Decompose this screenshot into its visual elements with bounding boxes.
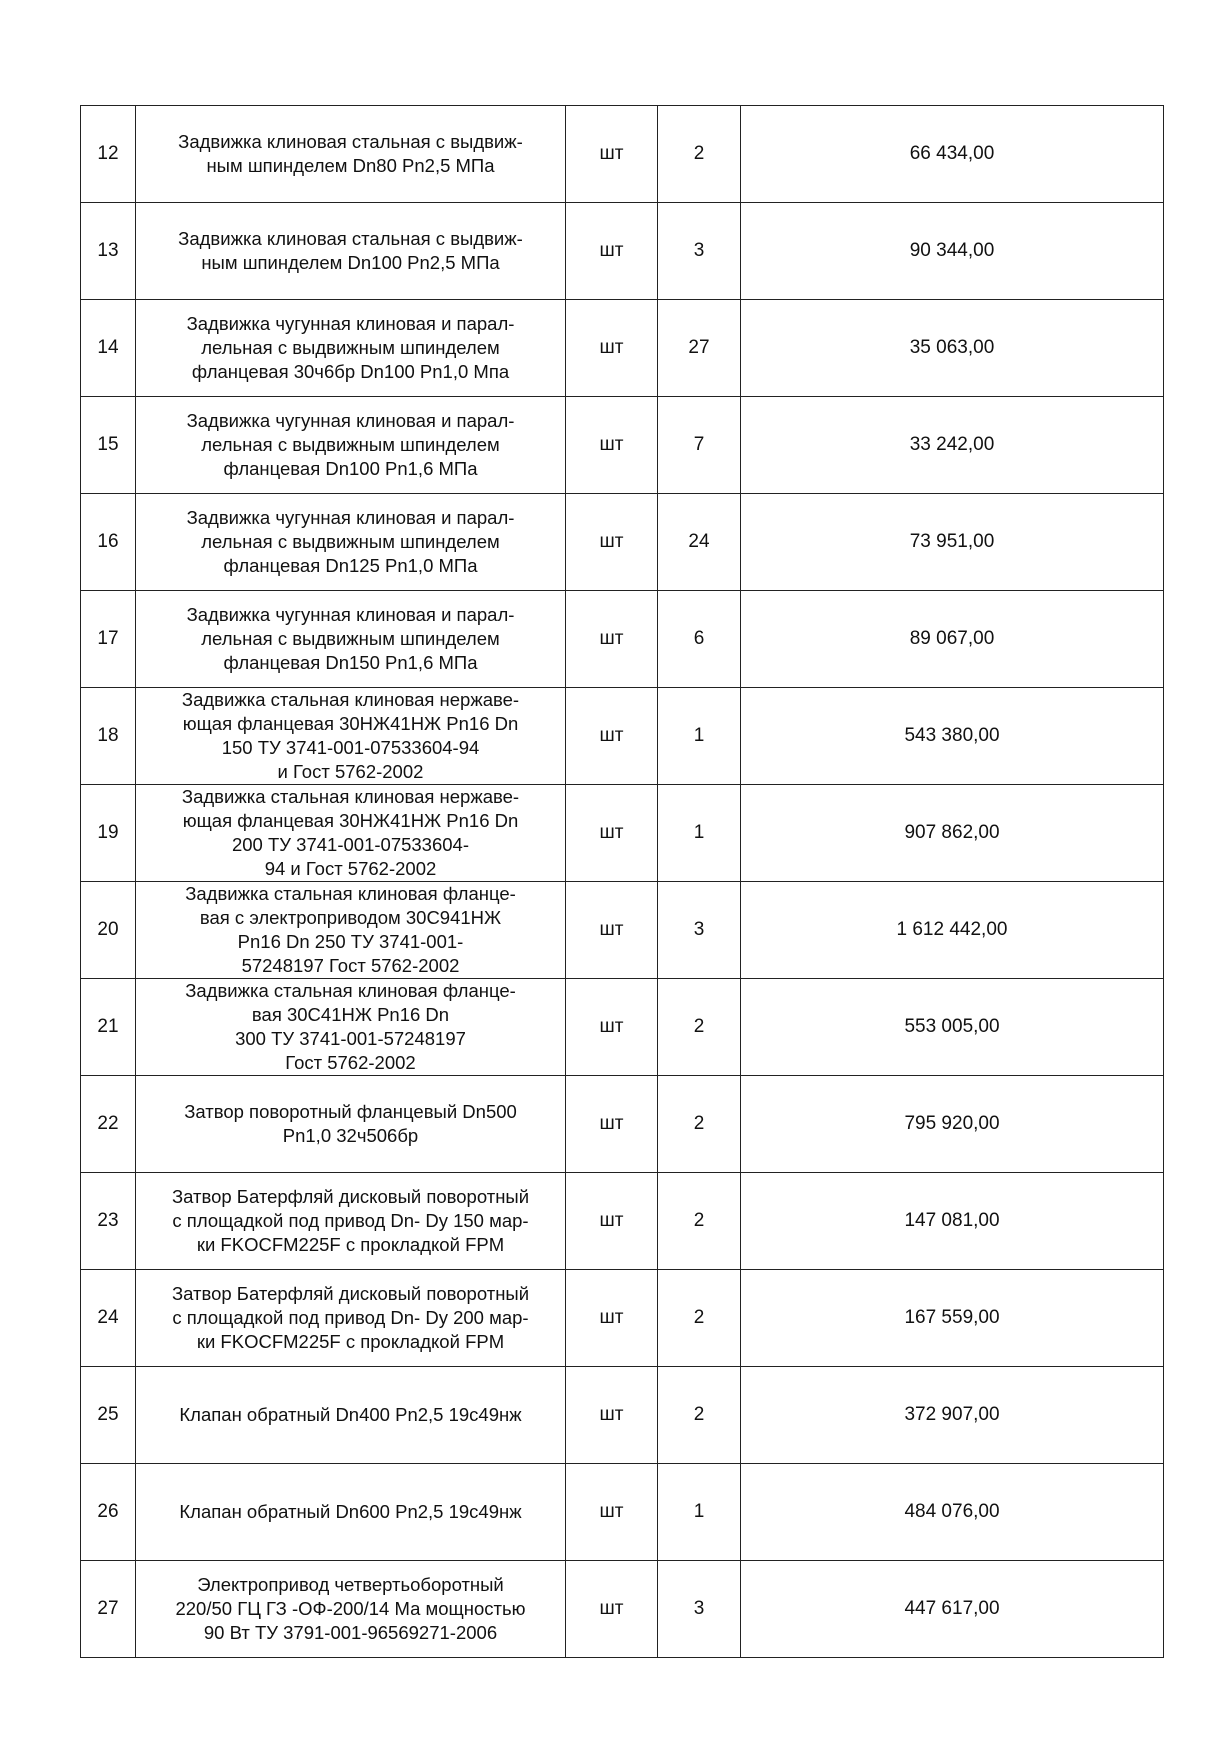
- item-description-line: фланцевая Dn150 Pn1,6 МПа: [223, 652, 478, 673]
- quantity-cell: 1: [658, 785, 741, 882]
- item-description-line: 94 и Гост 5762-2002: [264, 858, 437, 879]
- item-description-line: Затвор Батерфляй дисковый поворотный: [171, 1186, 530, 1207]
- row-number: 27: [81, 1561, 136, 1658]
- quantity-cell: 2: [658, 1367, 741, 1464]
- item-description: [136, 591, 566, 688]
- item-description-line: Электропривод четвертьоборотный: [197, 1574, 504, 1595]
- price-cell: 795 920,00: [741, 1076, 1164, 1173]
- quantity-cell: 3: [658, 882, 741, 979]
- price-table-sheet: [80, 105, 1163, 1658]
- quantity-cell: 2: [658, 1173, 741, 1270]
- row-number: 20: [81, 882, 136, 979]
- item-description-line: вая с электроприводом 30С941НЖ: [199, 907, 502, 928]
- price-cell: 167 559,00: [741, 1270, 1164, 1367]
- row-number: 18: [81, 688, 136, 785]
- unit-cell: шт: [566, 882, 658, 979]
- row-number: 21: [81, 979, 136, 1076]
- quantity-cell: 1: [658, 1464, 741, 1561]
- price-cell: 33 242,00: [741, 397, 1164, 494]
- item-description: [136, 300, 566, 397]
- item-description: [136, 1561, 566, 1658]
- row-number: 19: [81, 785, 136, 882]
- row-number: 25: [81, 1367, 136, 1464]
- quantity-cell: 6: [658, 591, 741, 688]
- item-description-line: 200 ТУ 3741-001-07533604-: [231, 834, 469, 855]
- row-number: 13: [81, 203, 136, 300]
- item-description-line: Задвижка чугунная клиновая и парал-: [186, 507, 515, 528]
- table-row: [81, 1464, 1164, 1561]
- item-description: [136, 882, 566, 979]
- row-number: 12: [81, 106, 136, 203]
- row-number: 26: [81, 1464, 136, 1561]
- row-number: 22: [81, 1076, 136, 1173]
- item-description-line: лельная с выдвижным шпинделем: [201, 337, 500, 358]
- price-cell: 35 063,00: [741, 300, 1164, 397]
- item-description-line: Pn16 Dn 250 ТУ 3741-001-: [237, 931, 464, 952]
- item-description-line: ки FKOCFM225F с прокладкой FPM: [196, 1234, 505, 1255]
- price-cell: 147 081,00: [741, 1173, 1164, 1270]
- item-description: [136, 979, 566, 1076]
- table-row: [81, 300, 1164, 397]
- row-number: 14: [81, 300, 136, 397]
- unit-cell: шт: [566, 1464, 658, 1561]
- item-description: [136, 1173, 566, 1270]
- item-description-line: Клапан обратный Dn400 Pn2,5 19с49нж: [179, 1404, 522, 1425]
- item-description-line: с площадкой под привод Dn- Dy 200 мар-: [172, 1307, 529, 1328]
- price-table-body: [81, 106, 1164, 1658]
- price-table: [80, 105, 1164, 1658]
- row-number: 23: [81, 1173, 136, 1270]
- price-cell: 90 344,00: [741, 203, 1164, 300]
- item-description-line: с площадкой под привод Dn- Dy 150 мар-: [172, 1210, 529, 1231]
- item-description-line: ющая фланцевая 30НЖ41НЖ Pn16 Dn: [182, 810, 519, 831]
- unit-cell: шт: [566, 300, 658, 397]
- unit-cell: шт: [566, 1561, 658, 1658]
- item-description-line: ным шпинделем Dn80 Pn2,5 МПа: [206, 155, 495, 176]
- price-cell: 1 612 442,00: [741, 882, 1164, 979]
- price-cell: 553 005,00: [741, 979, 1164, 1076]
- table-row: [81, 494, 1164, 591]
- price-cell: 907 862,00: [741, 785, 1164, 882]
- table-row: [81, 688, 1164, 785]
- table-row: [81, 882, 1164, 979]
- item-description: [136, 1367, 566, 1464]
- item-description-line: лельная с выдвижным шпинделем: [201, 628, 500, 649]
- item-description-line: 57248197 Гост 5762-2002: [241, 955, 460, 976]
- item-description: [136, 785, 566, 882]
- quantity-cell: 2: [658, 979, 741, 1076]
- item-description-line: лельная с выдвижным шпинделем: [201, 434, 500, 455]
- item-description-line: ющая фланцевая 30НЖ41НЖ Pn16 Dn: [182, 713, 519, 734]
- unit-cell: шт: [566, 591, 658, 688]
- item-description-line: фланцевая 30ч6бр Dn100 Pn1,0 Мпа: [191, 361, 510, 382]
- table-row: [81, 785, 1164, 882]
- item-description-line: Задвижка стальная клиновая фланце-: [185, 883, 516, 904]
- table-row: [81, 1173, 1164, 1270]
- unit-cell: шт: [566, 785, 658, 882]
- quantity-cell: 7: [658, 397, 741, 494]
- item-description: [136, 688, 566, 785]
- unit-cell: шт: [566, 397, 658, 494]
- price-cell: 484 076,00: [741, 1464, 1164, 1561]
- item-description-line: Задвижка стальная клиновая нержаве-: [181, 786, 520, 807]
- unit-cell: шт: [566, 1270, 658, 1367]
- unit-cell: шт: [566, 1367, 658, 1464]
- table-row: [81, 203, 1164, 300]
- table-row: [81, 1076, 1164, 1173]
- item-description-line: Задвижка чугунная клиновая и парал-: [186, 313, 515, 334]
- table-row: [81, 591, 1164, 688]
- item-description-line: ным шпинделем Dn100 Pn2,5 МПа: [201, 252, 500, 273]
- item-description-line: Клапан обратный Dn600 Pn2,5 19с49нж: [179, 1501, 522, 1522]
- item-description-line: Pn1,0 32ч506бр: [282, 1125, 419, 1146]
- table-row: [81, 1367, 1164, 1464]
- quantity-cell: 3: [658, 203, 741, 300]
- item-description: [136, 1464, 566, 1561]
- item-description: [136, 397, 566, 494]
- item-description-line: 150 ТУ 3741-001-07533604-94: [221, 737, 480, 758]
- unit-cell: шт: [566, 688, 658, 785]
- item-description-line: Задвижка чугунная клиновая и парал-: [186, 604, 515, 625]
- item-description-line: ки FKOCFM225F с прокладкой FPM: [196, 1331, 505, 1352]
- item-description-line: Задвижка клиновая стальная с выдвиж-: [178, 228, 523, 249]
- item-description-line: Задвижка стальная клиновая фланце-: [185, 980, 516, 1001]
- row-number: 17: [81, 591, 136, 688]
- item-description-line: Задвижка клиновая стальная с выдвиж-: [178, 131, 523, 152]
- table-row: [81, 397, 1164, 494]
- item-description-line: и Гост 5762-2002: [277, 761, 424, 782]
- table-row: [81, 106, 1164, 203]
- price-cell: 372 907,00: [741, 1367, 1164, 1464]
- unit-cell: шт: [566, 1076, 658, 1173]
- unit-cell: шт: [566, 979, 658, 1076]
- table-row: [81, 1561, 1164, 1658]
- item-description: [136, 1270, 566, 1367]
- price-cell: 73 951,00: [741, 494, 1164, 591]
- item-description-line: вая 30С41НЖ Pn16 Dn: [251, 1004, 450, 1025]
- quantity-cell: 2: [658, 106, 741, 203]
- quantity-cell: 2: [658, 1076, 741, 1173]
- price-cell: 447 617,00: [741, 1561, 1164, 1658]
- item-description-line: 220/50 ГЦ ГЗ -ОФ-200/14 Ма мощностью: [175, 1598, 526, 1619]
- row-number: 24: [81, 1270, 136, 1367]
- row-number: 16: [81, 494, 136, 591]
- table-row: [81, 979, 1164, 1076]
- item-description-line: Гост 5762-2002: [285, 1052, 416, 1073]
- unit-cell: шт: [566, 106, 658, 203]
- item-description: [136, 494, 566, 591]
- item-description-line: 90 Вт ТУ 3791-001-96569271-2006: [203, 1622, 498, 1643]
- unit-cell: шт: [566, 203, 658, 300]
- item-description-line: Задвижка чугунная клиновая и парал-: [186, 410, 515, 431]
- item-description: [136, 203, 566, 300]
- price-cell: 89 067,00: [741, 591, 1164, 688]
- item-description-line: фланцевая Dn125 Pn1,0 МПа: [223, 555, 478, 576]
- unit-cell: шт: [566, 494, 658, 591]
- item-description-line: Задвижка стальная клиновая нержаве-: [181, 689, 520, 710]
- price-cell: 66 434,00: [741, 106, 1164, 203]
- item-description-line: 300 ТУ 3741-001-57248197: [235, 1028, 466, 1049]
- quantity-cell: 3: [658, 1561, 741, 1658]
- quantity-cell: 2: [658, 1270, 741, 1367]
- table-row: [81, 1270, 1164, 1367]
- item-description-line: фланцевая Dn100 Pn1,6 МПа: [223, 458, 478, 479]
- item-description: [136, 106, 566, 203]
- price-cell: 543 380,00: [741, 688, 1164, 785]
- item-description-line: Затвор поворотный фланцевый Dn500: [184, 1101, 517, 1122]
- quantity-cell: 24: [658, 494, 741, 591]
- item-description-line: лельная с выдвижным шпинделем: [201, 531, 500, 552]
- item-description: [136, 1076, 566, 1173]
- item-description-line: Затвор Батерфляй дисковый поворотный: [171, 1283, 530, 1304]
- quantity-cell: 1: [658, 688, 741, 785]
- unit-cell: шт: [566, 1173, 658, 1270]
- quantity-cell: 27: [658, 300, 741, 397]
- row-number: 15: [81, 397, 136, 494]
